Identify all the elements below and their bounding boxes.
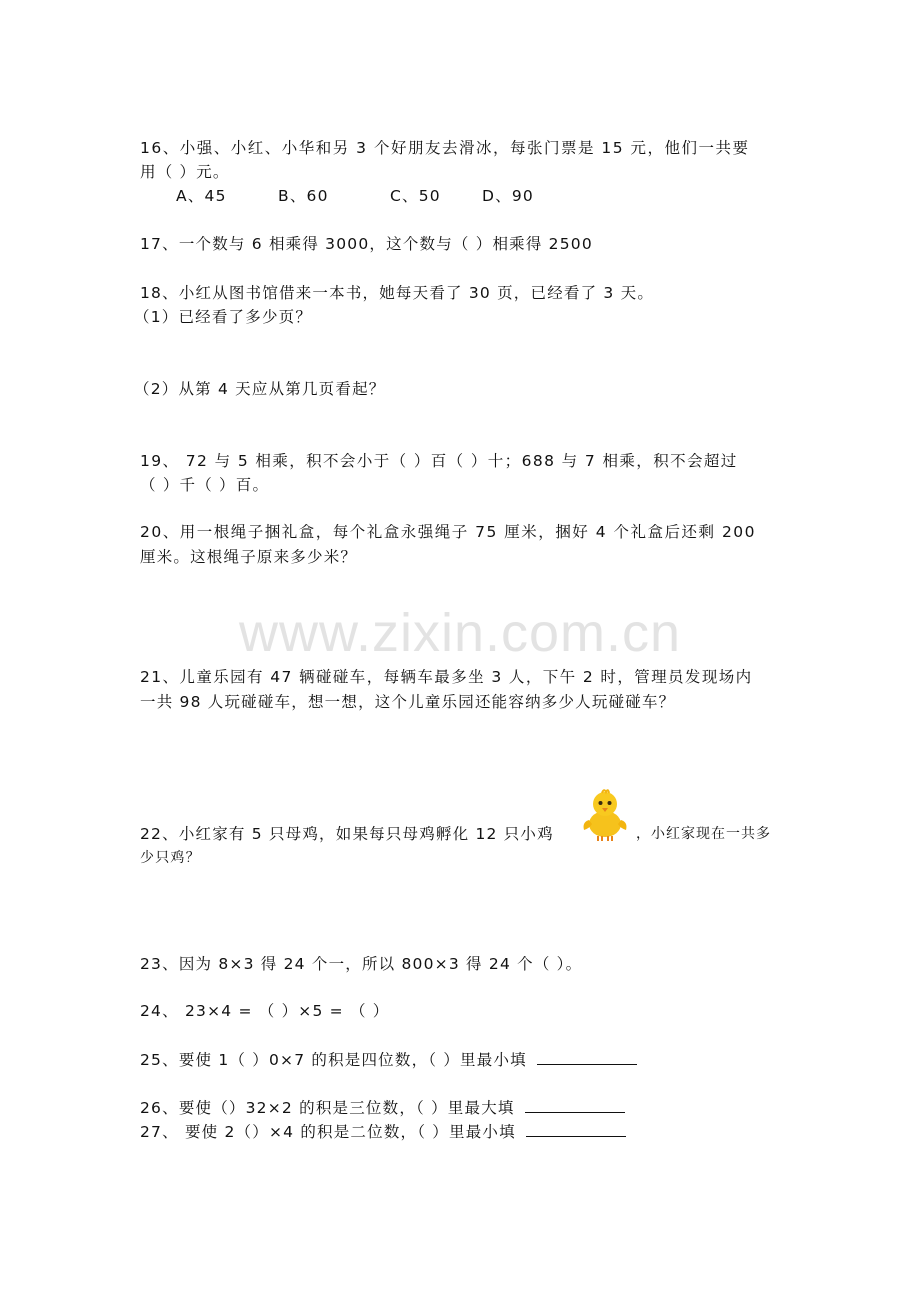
question-18-line1: 18、小红从图书馆借来一本书，她每天看了 30 页，已经看了 3 天。 <box>140 284 655 302</box>
question-25 <box>140 1048 637 1072</box>
answer-blank[interactable] <box>537 1050 637 1065</box>
question-27 <box>140 1120 626 1144</box>
option-b: B、60 <box>278 187 329 205</box>
question-25-text: 25、要使 1（ ）0×7 的积是四位数，（ ）里最小填 <box>140 1051 527 1069</box>
chick-icon <box>580 786 630 842</box>
question-27-text: 27、 要使 2（）×4 的积是二位数，（ ）里最小填 <box>140 1123 516 1141</box>
question-18-sub2: （2）从第 4 天应从第几页看起？ <box>134 380 386 398</box>
question-16-line1: 16、小强、小红、小华和另 3 个好朋友去滑冰，每张门票是 15 元，他们一共要 <box>140 139 750 157</box>
option-d: D、90 <box>482 187 534 205</box>
question-17: 17、一个数与 6 相乘得 3000，这个数与（ ）相乘得 2500 <box>140 235 593 253</box>
question-23: 23、因为 8×3 得 24 个一，所以 800×3 得 24 个（ ）。 <box>140 955 583 973</box>
option-c: C、50 <box>390 187 441 205</box>
question-21-line2: 一共 98 人玩碰碰车，想一想，这个儿童乐园还能容纳多少人玩碰碰车？ <box>140 693 676 711</box>
question-22-line2: 少只鸡？ <box>140 850 201 866</box>
question-26 <box>140 1096 625 1120</box>
question-18-sub1: （1）已经看了多少页？ <box>134 308 313 326</box>
option-a: A、45 <box>176 187 227 205</box>
question-19-line2: （ ）千（ ）百。 <box>140 476 270 494</box>
question-16-line2: 用（ ）元。 <box>140 163 230 181</box>
question-22-line1b: ，小红家现在一共多 <box>636 826 771 842</box>
question-22-line1a: 22、小红家有 5 只母鸡，如果每只母鸡孵化 12 只小鸡 <box>140 825 554 843</box>
question-21-line1: 21、儿童乐园有 47 辆碰碰车，每辆车最多坐 3 人，下午 2 时，管理员发现场内 <box>140 668 753 686</box>
question-24: 24、 23×4 = （ ）×5 = （ ） <box>140 1002 390 1020</box>
question-19-line1: 19、 72 与 5 相乘，积不会小于（ ）百（ ）十；688 与 7 相乘，积不会超过 <box>140 452 738 470</box>
question-20-line2: 厘米。这根绳子原来多少米？ <box>140 548 358 566</box>
answer-blank[interactable] <box>526 1122 626 1137</box>
watermark: www.zixin.com.cn <box>238 603 682 663</box>
question-20-line1: 20、用一根绳子捆礼盒，每个礼盒永强绳子 75 厘米，捆好 4 个礼盒后还剩 200 <box>140 523 757 541</box>
question-26-text: 26、要使（）32×2 的积是三位数，（ ）里最大填 <box>140 1099 515 1117</box>
answer-blank[interactable] <box>525 1098 625 1113</box>
